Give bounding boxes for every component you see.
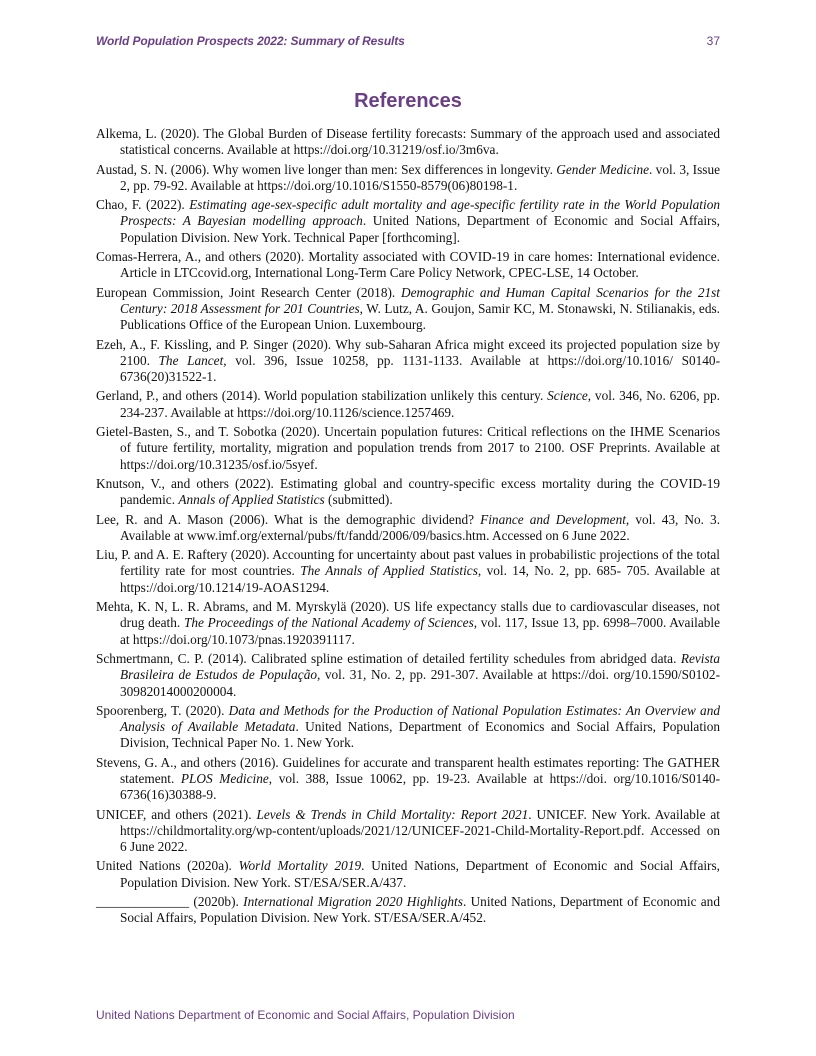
reference-text: UNICEF, and others (2021).: [96, 806, 257, 822]
reference-title: Demographic and Human Capital Scenarios for the 21st Century: 2018 Assessment for 201 Countries: [120, 284, 720, 316]
page-footer: United Nations Department of Economic and Social Affairs, Population Division: [96, 1008, 515, 1022]
reference-text: Mehta, K. N, L. R. Abrams, and M. Myrskylä (2020). US life expectancy stalls due to cardiovascular diseases, not drug death.: [96, 599, 720, 631]
reference-entry: [96, 651, 720, 700]
reference-entry: [96, 285, 720, 334]
reference-text: Spoorenberg, T. (2020).: [96, 702, 229, 718]
reference-entry: [96, 703, 720, 752]
reference-text: Gietel-Basten, S., and T. Sobotka (2020). Uncertain population futures: Critical reflections on the IHME Scenarios of future fertility, mortality, migration and population trends from 2017 to 2100. OSF Preprints. Available at https://doi.org/10.31235/osf.io/5syef.: [96, 424, 720, 472]
reference-entry: [96, 126, 720, 159]
reference-title: Levels & Trends in Child Mortality: Report 2021: [256, 806, 529, 822]
section-heading: References: [354, 90, 462, 112]
reference-text: Gerland, P., and others (2014). World population stabilization unlikely this century.: [96, 388, 548, 404]
reference-text: Alkema, L. (2020). The Global Burden of Disease fertility forecasts: Summary of the approach used and associated statistical concerns. Available at https://doi.org/10.31219/osf.io/3m6va.: [96, 126, 720, 158]
reference-title: Annals of Applied Statistics: [178, 492, 325, 508]
reference-text: Lee, R. and A. Mason (2006). What is the demographic dividend?: [96, 511, 481, 527]
reference-title: Finance and Development: [480, 511, 626, 527]
reference-title: World Mortality 2019: [238, 858, 362, 874]
reference-title: Revista Brasileira de Estudos de População: [120, 650, 720, 683]
reference-text: . United Nations, Department of Economic and Social Affairs, Population Division. New York. ST/ESA/SER.A/452.: [120, 894, 720, 926]
reference-title: Science: [547, 388, 588, 404]
reference-text: , W. Lutz, A. Goujon, Samir KC, M. Stonawski, N. Stilianakis, eds. Publications Office of the European Union. Luxembourg.: [120, 300, 720, 333]
reference-text: , vol. 43, No. 3. Available at www.imf.org/external/pubs/ft/fandd/2006/09/basics.htm. Accessed on 6 June 2022.: [120, 511, 721, 543]
reference-entry: [96, 512, 720, 545]
reference-text: Austad, S. N. (2006). Why women live longer than men: Sex differences in longevity.: [96, 161, 557, 177]
reference-text: , vol. 31, No. 2, pp. 291-307. Available at https://doi. org/10.1590/S0102-30982014000200004.: [120, 667, 720, 699]
reference-entry: [96, 599, 720, 648]
reference-entry: [96, 807, 720, 856]
reference-text: , vol. 388, Issue 10062, pp. 19-23. Available at https://doi. org/10.1016/S0140-6736(16)30388-9.: [120, 770, 721, 803]
reference-list: [96, 126, 720, 930]
reference-text: , vol. 14, No. 2, pp. 685- 705. Available at https://doi.org/10.1214/19-AOAS1294.: [120, 563, 721, 595]
reference-title: Estimating age-sex-specific adult mortality and age-specific fertility rate in the World Population Prospects: A Bayesian modelling approach: [120, 197, 720, 229]
reference-entry: [96, 894, 720, 927]
reference-text: Ezeh, A., F. Kissling, and P. Singer (2020). Why sub-Saharan Africa might exceed its projected population size by 2100.: [96, 336, 720, 368]
reference-entry: [96, 197, 720, 246]
reference-text: , vol. 346, No. 6206, pp. 234-237. Available at https://doi.org/10.1126/science.1257469.: [120, 388, 720, 420]
reference-title: Data and Methods for the Production of National Population Estimates: An Overview and Analysis of Available Metadata: [120, 702, 720, 735]
reference-text: Chao, F. (2022).: [96, 197, 190, 213]
reference-text: ______________ (2020b).: [96, 894, 244, 910]
reference-text: Stevens, G. A., and others (2016). Guidelines for accurate and transparent health estimates reporting: The GATHER statement.: [96, 754, 720, 786]
reference-title: International Migration 2020 Highlights: [243, 894, 463, 910]
reference-text: Schmertmann, C. P. (2014). Calibrated spline estimation of detailed fertility schedules from abridged data.: [96, 650, 681, 666]
running-title: World Population Prospects 2022: Summary of Results: [96, 34, 405, 48]
reference-text: . United Nations, Department of Economic and Social Affairs, Population Division. New York. ST/ESA/SER.A/437.: [120, 858, 720, 890]
reference-text: Liu, P. and A. E. Raftery (2020). Accounting for uncertainty about past values in probabilistic projections of the total fertility rate for most countries.: [96, 547, 720, 579]
reference-text: . United Nations, Department of Economics and Social Affairs, Population Division, Technical Paper No. 1. New York.: [120, 719, 720, 751]
reference-entry: [96, 547, 720, 596]
reference-text: European Commission, Joint Research Center (2018).: [96, 284, 402, 300]
reference-entry: [96, 337, 720, 386]
reference-entry: [96, 388, 720, 421]
reference-title: The Annals of Applied Statistics: [300, 563, 478, 579]
reference-title: Gender Medicine: [556, 161, 649, 177]
reference-text: , vol. 117, Issue 13, pp. 6998–7000. Available at https://doi.org/10.1073/pnas.1920391117.: [120, 615, 720, 647]
reference-entry: [96, 249, 720, 282]
reference-entry: [96, 424, 720, 473]
reference-title: The Lancet: [158, 352, 224, 368]
reference-text: (submitted).: [324, 492, 393, 508]
reference-text: , vol. 396, Issue 10258, pp. 1131-1133. Available at https://doi.org/10.1016/ S0140-6736(20)31522-1.: [120, 352, 720, 385]
reference-entry: [96, 858, 720, 891]
reference-entry: [96, 162, 720, 195]
reference-entry: [96, 476, 720, 509]
reference-entry: [96, 755, 720, 804]
reference-text: . UNICEF. New York. Available at https://childmortality.org/wp-content/uploads/2021/12/UNICEF-2021-Child-Mortality-Report.pdf. Accessed on 6 June 2022.: [120, 806, 720, 855]
reference-text: Knutson, V., and others (2022). Estimating global and country-specific excess mortality during the COVID-19 pandemic.: [96, 475, 720, 508]
reference-text: United Nations (2020a).: [96, 858, 239, 874]
page-number: 37: [706, 34, 720, 48]
reference-title: PLOS Medicine: [180, 770, 269, 786]
reference-text: Comas-Herrera, A., and others (2020). Mortality associated with COVID-19 in care homes: International evidence. Article in LTCcovid.org, International Long-Term Care Policy Network, CPEC-LSE, 14 October.: [96, 249, 720, 281]
reference-text: . vol. 3, Issue 2, pp. 79-92. Available at https://doi.org/10.1016/S1550-8579(06)80198-1.: [120, 161, 720, 193]
reference-text: . United Nations, Department of Economic and Social Affairs, Population Division. New York. Technical Paper [forthcoming].: [120, 213, 720, 245]
reference-title: The Proceedings of the National Academy of Sciences: [183, 615, 474, 631]
